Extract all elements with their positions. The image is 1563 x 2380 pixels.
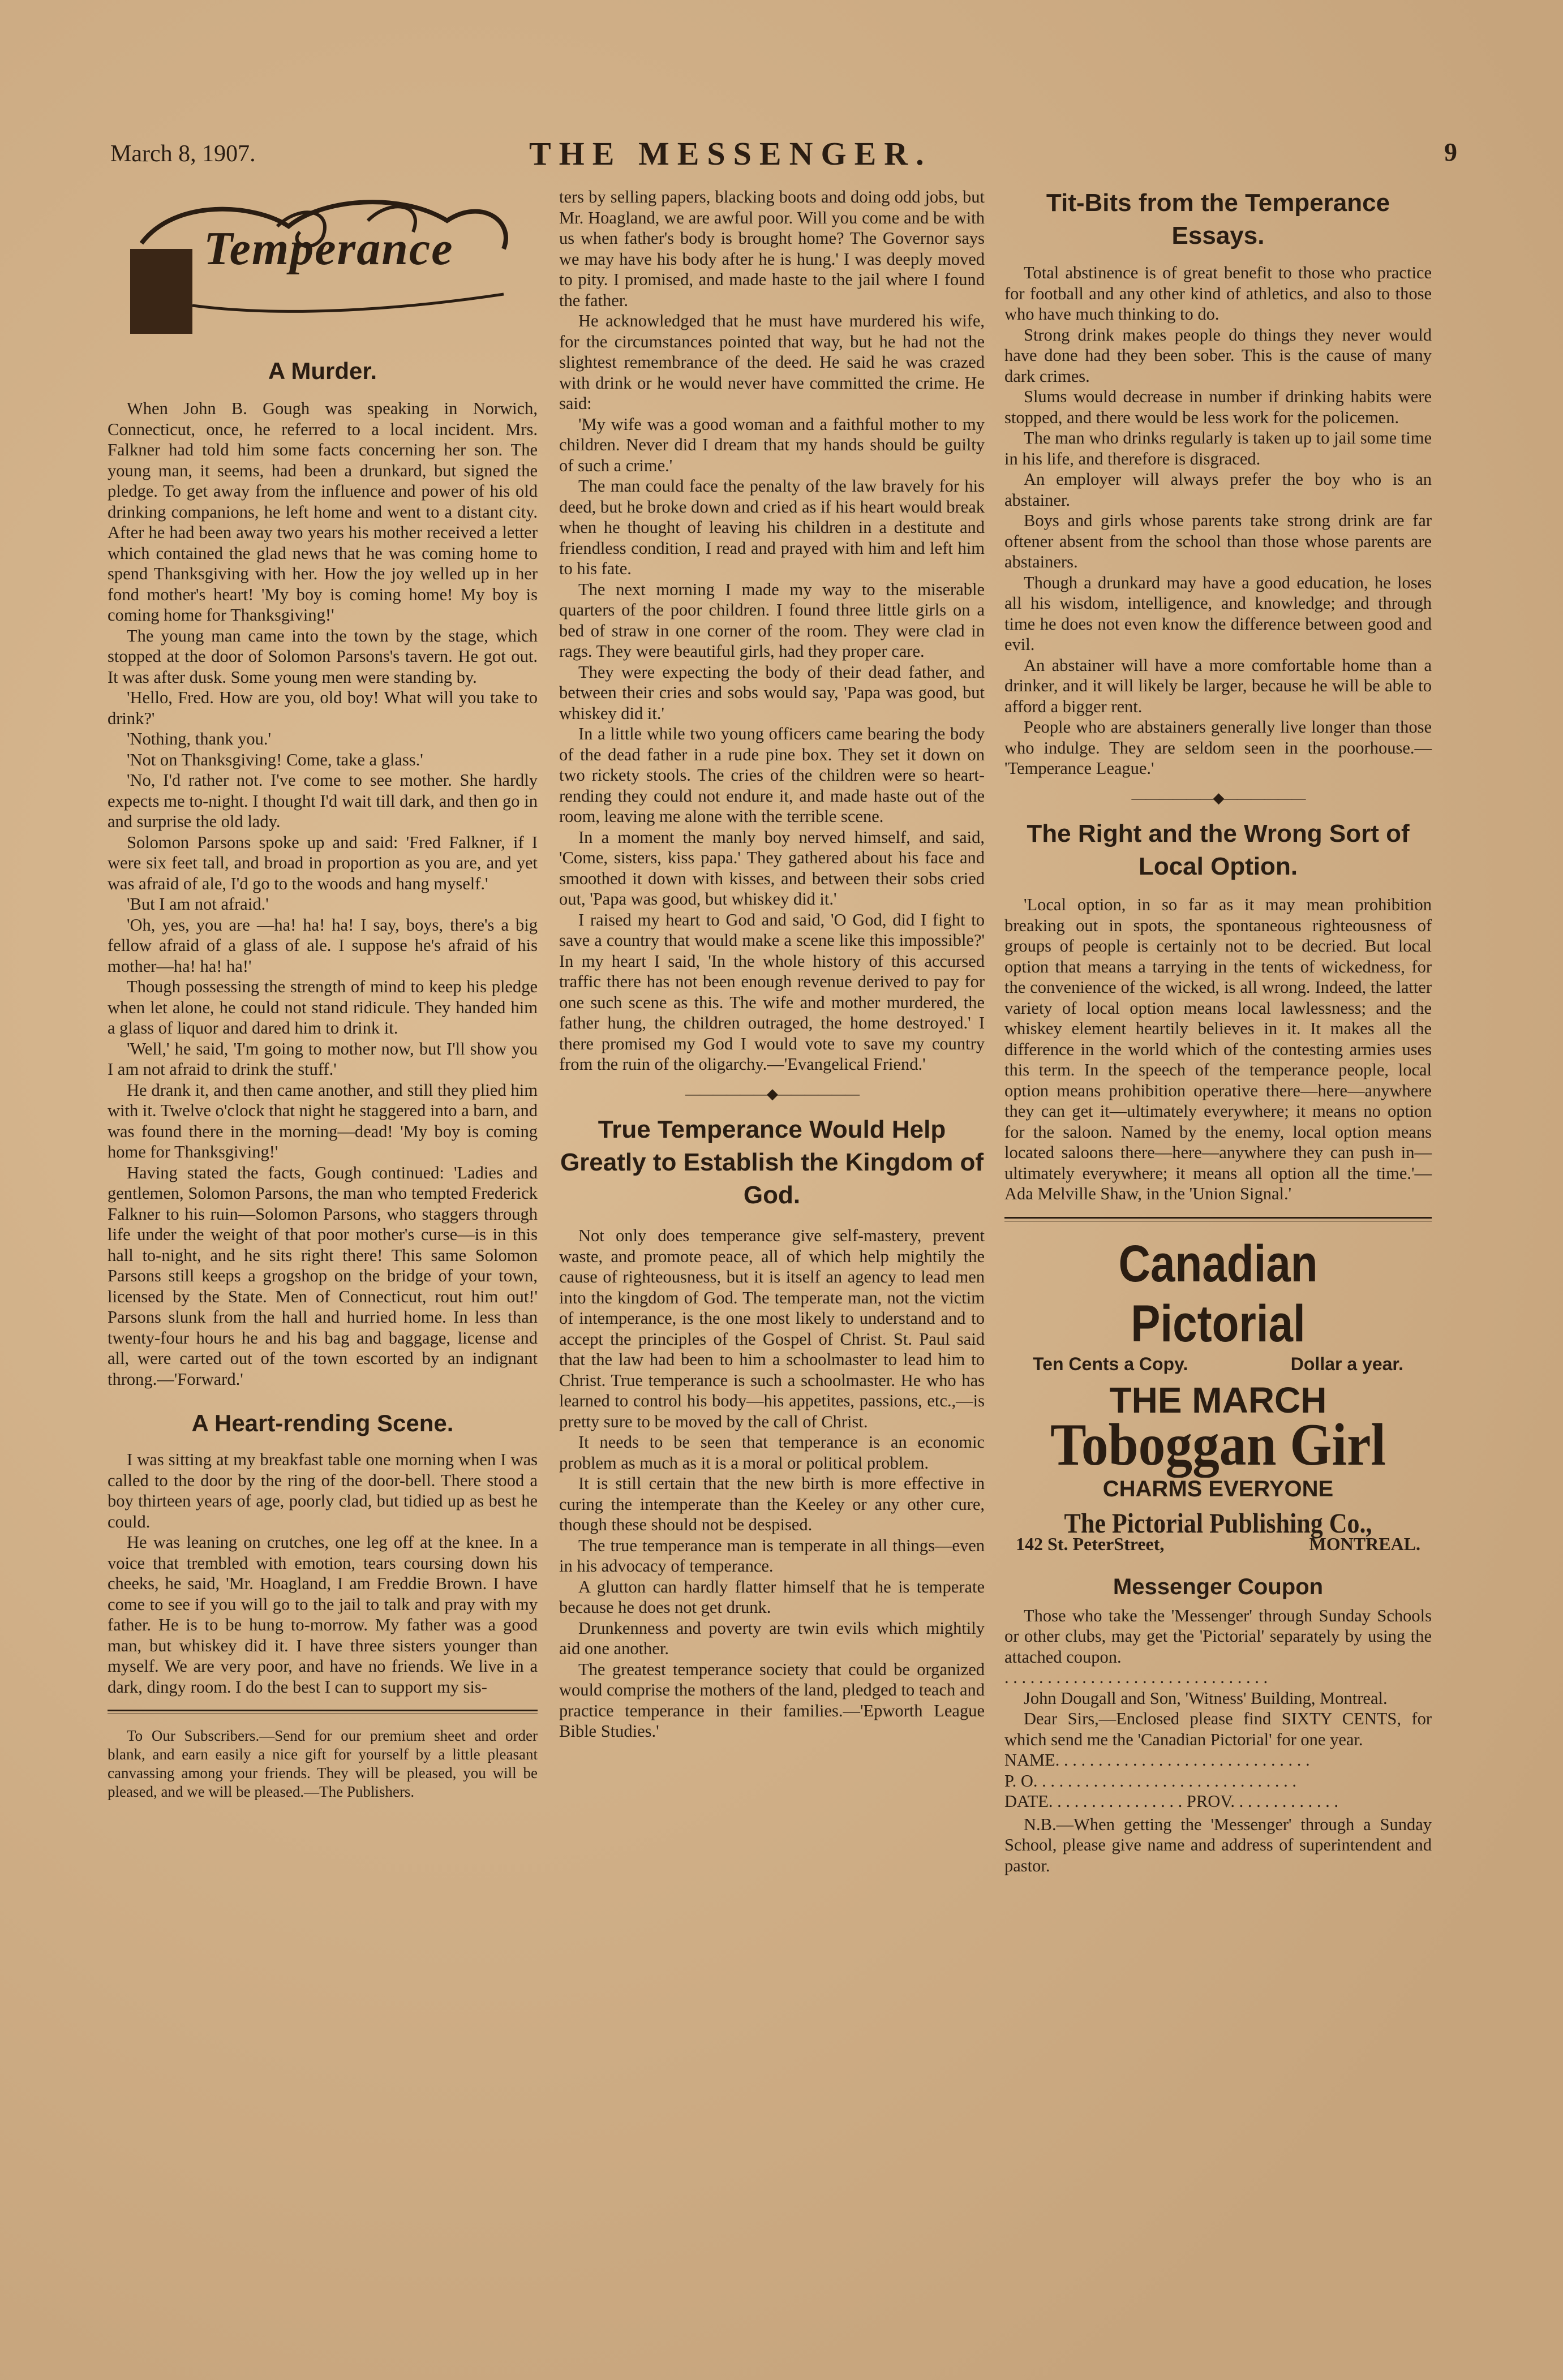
paragraph: He was leaning on crutches, one leg off at the knee. In a voice that trembled with emotion, tears coursing down his cheeks, he said, 'Mr. Hoagland, I am Freddie Brown. I have come to see if you will go to the jail to talk and pray with my father. He is to be hung to-morrow. My father was a good man, but whiskey did it. I have three sisters younger than myself. We are very poor, and have no friends. We live in a dark, dingy room. I do the best I can to support my sis- xyxy=(108,1533,538,1697)
paragraph: 'Local option, in so far as it may mean prohibition breaking out in spots, the spontaneous righteousness of groups of people is certainly not to be decried. But local option that means a tarrying in the tents of wickedness, for the convenience of the wicked, is all wrong. Indeed, the latter variety of local option means local lawlessness; and the whiskey element heartily believes in it. It makes all the difference in the world which of the contesting armies uses this term. In the speech of the temperance people, local option means prohibition operative there—here—anywhere they can get it—ultimately everywhere; it means no option for the saloon. Named by the enemy, local option means located saloons there—here—anywhere they can push in—ultimately everywhere; it means all option all the time.'—Ada Melville Shaw, in the 'Union Signal.' xyxy=(1004,895,1432,1203)
paragraph: A glutton can hardly flatter himself that he is temperate because he does not get drunk. xyxy=(559,1577,985,1617)
temperance-logo xyxy=(108,187,538,345)
coupon-heading: Messenger Coupon xyxy=(1113,1574,1324,1599)
paragraph: Boys and girls whose parents take strong drink are far oftener absent from the school than those whose parents are abstainers. xyxy=(1004,511,1432,571)
article-local-option xyxy=(1004,894,1432,1204)
divider-rule xyxy=(108,1710,538,1714)
logo-underline xyxy=(192,294,504,311)
coupon-addressee: John Dougall and Son, 'Witness' Building, Montreal. xyxy=(1024,1688,1388,1708)
paragraph: The true temperance man is temperate in all things—even in his advocacy of temperance. xyxy=(559,1535,985,1576)
paragraph: 'Hello, Fred. How are you, old boy! What will you take to drink?' xyxy=(108,688,538,728)
paragraph: 'No, I'd rather not. I've come to see mother. She hardly expects me to-night. I thought I'd wait till dark, and then go in and surprise the old lady. xyxy=(108,771,538,831)
paragraph: 'Nothing, thank you.' xyxy=(127,729,271,748)
subscriber-notice: To Our Subscribers.—Send for our premium sheet and order blank, and earn easily a nice gift for yourself by a little pleasant canvassing among your friends. They will be pleased, you will be pleased, and we will be pleased.—The Publishers. xyxy=(108,1727,538,1800)
newspaper-title: THE MESSENGER. xyxy=(529,135,932,172)
heading-local-option: The Right and the Wrong Sort of Local Option. xyxy=(1027,820,1410,880)
logo-text: Temperance xyxy=(204,222,454,275)
page-header xyxy=(110,135,1457,180)
coupon-body: Dear Sirs,—Enclosed please find SIXTY CENTS, for which send me the 'Canadian Pictorial' for one year. xyxy=(1004,1709,1432,1749)
coupon-date-field[interactable]: DATE. . . . . . . . . . . . . . . . PROV. . . . . . . . . . . . . xyxy=(1004,1792,1338,1811)
paragraph: Though possessing the strength of mind to keep his pledge when let alone, he could not stand ridicule. They handed him a glass of liquor and dared him to drink it. xyxy=(108,977,538,1038)
issue-date: March 8, 1907. xyxy=(110,141,256,167)
paragraph: 'Not on Thanksgiving! Come, take a glass.' xyxy=(127,750,423,769)
paragraph: Slums would decrease in number if drinking habits were stopped, and there would be less work for the policemen. xyxy=(1004,387,1432,427)
paragraph: The man who drinks regularly is taken up to jail some time in his life, and therefore is disgraced. xyxy=(1004,428,1432,468)
logo-block xyxy=(130,249,192,334)
heading-true-temperance: True Temperance Would Help Greatly to Establish the Kingdom of God. xyxy=(560,1116,984,1209)
messenger-coupon xyxy=(1004,1574,1432,1876)
column-3 xyxy=(1004,187,1432,1876)
paragraph: Not only does temperance give self-mastery, prevent waste, and promote peace, all of which help mightily the cause of righteousness, but it is itself an agency to lead men into the kingdom of God. The temperate man, not the victim of intemperance, is the one most likely to understand and to accept the principles of the Gospel of Christ. St. Paul said that the law had been to him a schoolmaster to lead him to Christ. True temperance is such a schoolmaster. He who has learned to control his body—his appetites, passions, etc.,—is pretty sure to be moved by the call of Christ. xyxy=(559,1226,985,1431)
paragraph: Drunkenness and poverty are twin evils which mightily aid one another. xyxy=(559,1618,985,1658)
coupon-dots: . . . . . . . . . . . . . . . . . . . . . . . . . . . . . . . xyxy=(1004,1668,1268,1687)
ad-march: THE MARCH xyxy=(1109,1380,1327,1421)
ornamental-divider: ——————◆—————— xyxy=(1131,789,1305,806)
paragraph: The next morning I made my way to the miserable quarters of the poor children. I found three little girls on a bed of straw in one corner of the room. They were clad in rags. They were beautiful girls, had they proper care. xyxy=(559,579,985,661)
paragraph: In a moment the manly boy nerved himself, and said, 'Come, sisters, kiss papa.' They gathered about his face and smoothed it down with kisses, and between their sobs cried out, 'Papa was good, but whiskey did it.' xyxy=(559,827,985,909)
article-true-temperance xyxy=(559,1225,985,1742)
paragraph: He acknowledged that he must have murdered his wife, for the circumstances pointed that way, but he had not the slightest remembrance of the deed. He said he was crazed with drink or he would never have committed the crime. He said: xyxy=(559,311,985,413)
paragraph: Solomon Parsons spoke up and said: 'Fred Falkner, if I were six feet tall, and broad in proportion as you are, and yet was afraid of ale, I'd go to the woods and hang myself.' xyxy=(108,832,538,893)
paragraph: The young man came into the town by the stage, which stopped at the door of Solomon Parsons's tavern. He got out. It was after dusk. Some young men were standing by. xyxy=(108,626,538,687)
paragraph: They were expecting the body of their dead father, and between their cries and sobs would say, 'Papa was good, but whiskey did it.' xyxy=(559,662,985,723)
paragraph: When John B. Gough was speaking in Norwich, Connecticut, once, he referred to a local incident. Mrs. Falkner had told him some facts concerning her son. The young man, it seems, had been a drunkard, but signed the pledge. To get away from the influence and power of his old drinking companions, he left home and went to a distant city. After he had been away two years his mother received a letter which contained the glad news that he was coming home to spend Thanksgiving with her. How the joy welled up in her fond mother's heart! 'My boy is coming home! My boy is coming home for Thanksgiving!' xyxy=(108,399,538,625)
paragraph: Having stated the facts, Gough continued: 'Ladies and gentlemen, Solomon Parsons, the man who tempted Frederick Falkner to his ruin—Solomon Parsons, who staggers through life under the weight of that poor mother's curse—is in this hall to-night, and he sits right there! This same Solomon Parsons still keeps a grogshop on the bridge of your town, licensed by the State. Men of Connecticut, rout him out!' Parsons slunk from the hall and hurried home. In less than twenty-four hours he and his bag and baggage, license and all, were carted out of the town escorted by an indignant throng.—'Forward.' xyxy=(108,1163,538,1389)
paragraph: It is still certain that the new birth is more effective in curing the intemperate than the Keeley or any other cure, though these should not be despised. xyxy=(559,1474,985,1534)
paragraph: Though a drunkard may have a good education, he loses all his wisdom, intelligence, and knowledge; and through time he does not even know the difference between good and evil. xyxy=(1004,573,1432,654)
paragraph: I was sitting at my breakfast table one morning when I was called to the door by the ring of the door-bell. There stood a boy thirteen years of age, poorly clad, but tidied up as best he could. xyxy=(108,1450,538,1531)
canadian-pictorial-ad xyxy=(1004,1234,1432,1555)
article-tit-bits xyxy=(1004,262,1432,779)
column-2 xyxy=(559,187,985,1742)
ad-city: MONTREAL. xyxy=(1309,1533,1420,1554)
heading-heart-rending-scene: A Heart-rending Scene. xyxy=(191,1410,454,1436)
heading-a-murder: A Murder. xyxy=(268,358,377,384)
paragraph: An employer will always prefer the boy who is an abstainer. xyxy=(1004,470,1432,510)
paragraph: He drank it, and then came another, and still they plied him with it. Twelve o'clock that night he staggered into a barn, and was found there in the morning—dead! 'My boy is coming home for Thanksgiving!' xyxy=(108,1080,538,1161)
paragraph: 'But I am not afraid.' xyxy=(127,894,269,914)
paragraph: The greatest temperance society that could be organized would comprise the mothers of the land, pledged to teach and practice temperance in their families.—'Epworth League Bible Studies.' xyxy=(559,1659,985,1741)
ad-title: Canadian Pictorial xyxy=(1118,1234,1318,1353)
column-1 xyxy=(108,187,538,1801)
paragraph: In a little while two young officers came bearing the body of the dead father in a rude pine box. They set it down on two rickety stools. The cries of the children were so heart-rending they could not endure it, and made haste out of the room, leaving me alone with the terrible scene. xyxy=(559,724,985,826)
ad-prices xyxy=(1004,1354,1432,1375)
paragraph: An abstainer will have a more comfortable home than a drinker, and it will likely be larger, because he will be able to afford a bigger rent. xyxy=(1004,655,1432,716)
paragraph: It needs to be seen that temperance is an economic problem as much as it is a moral or political problem. xyxy=(559,1432,985,1473)
paragraph: 'Oh, yes, you are —ha! ha! ha! I say, boys, there's a big fellow afraid of a glass of ale. I suppose he's afraid of his mother—ha! ha! ha!' xyxy=(108,915,538,976)
coupon-note: N.B.—When getting the 'Messenger' through a Sunday School, please give name and address of superintendent and pastor. xyxy=(1004,1814,1432,1875)
paragraph: 'My wife was a good woman and a faithful mother to my children. Never did I dream that my hands should be guilty of such a crime.' xyxy=(559,414,985,475)
article-heart-rending-scene xyxy=(108,1449,538,1697)
ad-street: 142 St. PeterStreet, xyxy=(1016,1533,1165,1554)
ad-charms: CHARMS EVERYONE xyxy=(1102,1476,1334,1501)
ornamental-divider: ——————◆—————— xyxy=(685,1085,858,1102)
paragraph: 'Well,' he said, 'I'm going to mother now, but I'll show you I am not afraid to drink the stuff.' xyxy=(108,1039,538,1079)
ad-toboggan-girl: Toboggan Girl xyxy=(1050,1411,1386,1478)
paragraph: ters by selling papers, blacking boots and doing odd jobs, but Mr. Hoagland, we are awful poor. Will you come and be with us when father's body is brought home? The Governor says we may have his body after he is hung.' I was deeply moved to pity. I promised, and made haste to the jail where I found the father. xyxy=(559,187,985,310)
paragraph: Strong drink makes people do things they never would have done had they been sober. This is the cause of many dark crimes. xyxy=(1004,325,1432,386)
article-heart-rending-continued xyxy=(559,187,985,1075)
coupon-po-field[interactable]: P. O. . . . . . . . . . . . . . . . . . . . . . . . . . . . . . . xyxy=(1004,1771,1296,1791)
paragraph: I raised my heart to God and said, 'O God, did I fight to save a country that would make a scene like this impossible?' In my heart I said, 'In the whole history of this accursed traffic there has not been enough revenue derived to pay for one such scene as this. The wife and mother murdered, the father hung, the children outraged, the home destroyed.' I there promised my God I would vote to save my country from the ruin of the oligarchy.—'Evangelical Friend.' xyxy=(559,910,985,1074)
page-number: 9 xyxy=(1444,137,1457,166)
ad-price-year: Dollar a year. xyxy=(1290,1353,1403,1374)
coupon-intro: Those who take the 'Messenger' through Sunday Schools or other clubs, may get the 'Pictorial' separately by using the attached coupon. xyxy=(1004,1606,1432,1667)
paragraph: Total abstinence is of great benefit to those who practice for football and any other kind of athletics, and also to those who have much thinking to do. xyxy=(1004,263,1432,324)
ad-price-copy: Ten Cents a Copy. xyxy=(1033,1353,1188,1374)
article-a-murder xyxy=(108,398,538,1389)
divider-rule xyxy=(1004,1217,1432,1221)
ad-publisher: The Pictorial Publishing Co., xyxy=(1064,1507,1372,1539)
paragraph: The man could face the penalty of the law bravely for his deed, but he broke down and cried as if his heart would break when he thought of leaving his children in a destitute and friendless condition, I read and prayed with him and left him to his fate. xyxy=(559,476,985,578)
coupon-name-field[interactable]: NAME. . . . . . . . . . . . . . . . . . . . . . . . . . . . . . xyxy=(1004,1750,1310,1770)
paragraph: People who are abstainers generally live longer than those who indulge. They are seldom seen in the poorhouse.— 'Temperance League.' xyxy=(1004,717,1432,778)
heading-tit-bits: Tit-Bits from the Temperance Essays. xyxy=(1046,189,1390,249)
